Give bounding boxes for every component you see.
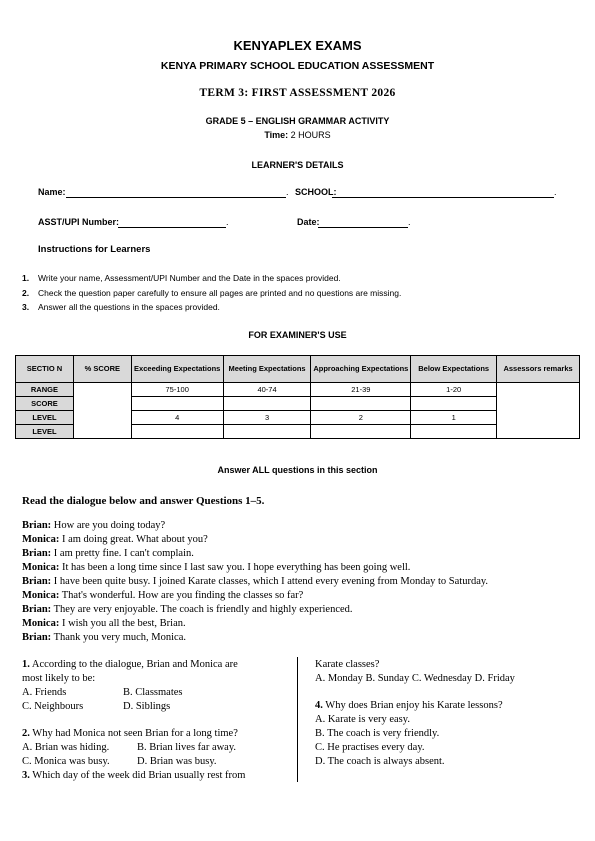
dialogue-line: Brian: How are you doing today? <box>22 520 166 531</box>
date-field[interactable] <box>318 227 408 228</box>
answer-all-instruction: Answer ALL questions in this section <box>217 465 378 475</box>
instruction-item: 1. Write your name, Assessment/UPI Number and the Date in the spaces provided. <box>22 273 341 283</box>
option-c[interactable]: C. He practises every day. <box>315 742 425 753</box>
col-header-remarks: Assessors remarks <box>497 356 580 383</box>
time-label: Time: <box>264 130 289 140</box>
col-header-score: % SCORE <box>73 356 131 383</box>
dialogue-line: Brian: I am pretty fine. I can't complain. <box>22 548 194 559</box>
option-d[interactable]: D. The coach is always absent. <box>315 756 445 767</box>
name-field[interactable] <box>66 197 286 198</box>
col-header-section: SECTIO N <box>16 356 74 383</box>
table-cell <box>311 425 411 439</box>
table-cell <box>223 397 311 411</box>
question-1-cont: most likely to be: <box>22 673 96 684</box>
date-label: Date: <box>297 217 320 227</box>
name-field-dot: . <box>286 187 289 197</box>
col-header-meeting: Meeting Expectations <box>223 356 311 383</box>
question-3-cont: Karate classes? <box>315 659 380 670</box>
table-cell <box>131 425 223 439</box>
option-d[interactable]: D. Siblings <box>123 701 171 712</box>
table-cell <box>311 397 411 411</box>
option-a[interactable]: A. Friends <box>22 687 67 698</box>
instruction-item: 3. Answer all the questions in the spaces provided. <box>22 302 220 312</box>
option-a[interactable]: A. Karate is very easy. <box>315 714 410 725</box>
dialogue-line: Monica: I wish you all the best, Brian. <box>22 618 186 629</box>
asst-number-field[interactable] <box>118 227 226 228</box>
question-3: 3. Which day of the week did Brian usually rest from <box>22 770 246 781</box>
table-cell <box>411 425 497 439</box>
table-cell <box>411 397 497 411</box>
dialogue-line: Monica: That's wonderful. How are you finding the classes so far? <box>22 590 304 601</box>
time-line <box>0 130 595 140</box>
table-cell: 75-100 <box>131 383 223 397</box>
dialogue-line: Brian: They are very enjoyable. The coach is friendly and highly experienced. <box>22 604 353 615</box>
table-cell <box>131 397 223 411</box>
option-c[interactable]: C. Neighbours <box>22 701 84 712</box>
question-4: 4. Why does Brian enjoy his Karate lessons? <box>315 700 503 711</box>
row-label-level: LEVEL <box>16 425 74 439</box>
time-value: 2 HOURS <box>290 130 331 140</box>
table-cell: 1-20 <box>411 383 497 397</box>
table-cell: 3 <box>223 411 311 425</box>
table-cell <box>223 425 311 439</box>
dialogue-line: Brian: I have been quite busy. I joined Karate classes, which I attend every evening from Monday to Saturday. <box>22 576 489 587</box>
dialogue-line: Brian: Thank you very much, Monica. <box>22 632 186 643</box>
option-c[interactable]: C. Monica was busy. <box>22 756 110 767</box>
assessment-title: KENYA PRIMARY SCHOOL EDUCATION ASSESSMENT <box>160 60 435 72</box>
school-field[interactable] <box>332 197 554 198</box>
asst-label: ASST/UPI Number: <box>38 217 120 227</box>
question-1: 1. According to the dialogue, Brian and Monica are <box>22 659 238 670</box>
remarks-cell <box>497 383 580 439</box>
row-label-score: SCORE <box>16 397 74 411</box>
row-label-range: RANGE <box>16 383 74 397</box>
table-cell: 2 <box>311 411 411 425</box>
option-d[interactable]: D. Brian was busy. <box>137 756 217 767</box>
table-cell: 21-39 <box>311 383 411 397</box>
row-label-level: LEVEL <box>16 411 74 425</box>
dialogue-line: Monica: It has been a long time since I last saw you. I hope everything has been going well. <box>22 562 411 573</box>
question-3-options[interactable]: A. Monday B. Sunday C. Wednesday D. Friday <box>315 673 515 684</box>
dialogue-line: Monica: I am doing great. What about you? <box>22 534 208 545</box>
question-2: 2. Why had Monica not seen Brian for a long time? <box>22 728 238 739</box>
school-field-dot: . <box>554 187 557 197</box>
grade-title: GRADE 5 – ENGLISH GRAMMAR ACTIVITY <box>205 116 390 126</box>
table-cell: 1 <box>411 411 497 425</box>
date-field-dot: . <box>408 217 411 227</box>
option-b[interactable]: B. Classmates <box>123 687 183 698</box>
exam-body-title: KENYAPLEX EXAMS <box>233 38 362 53</box>
column-divider <box>297 657 298 782</box>
option-b[interactable]: B. The coach is very friendly. <box>315 728 440 739</box>
col-header-below: Below Expectations <box>411 356 497 383</box>
option-b[interactable]: B. Brian lives far away. <box>137 742 237 753</box>
table-cell: 4 <box>131 411 223 425</box>
name-label: Name: <box>38 187 66 197</box>
asst-field-dot: . <box>226 217 229 227</box>
term-title: TERM 3: FIRST ASSESSMENT 2026 <box>199 87 396 99</box>
option-a[interactable]: A. Brian was hiding. <box>22 742 110 753</box>
percent-score-cell <box>73 383 131 439</box>
instruction-item: 2. Check the question paper carefully to ensure all pages are printed and no questions are missing. <box>22 288 402 298</box>
examiner-table <box>15 355 580 439</box>
school-label: SCHOOL: <box>295 187 337 197</box>
examiner-use-title: FOR EXAMINER'S USE <box>248 330 347 340</box>
col-header-approaching: Approaching Expectations <box>311 356 411 383</box>
col-header-exceeding: Exceeding Expectations <box>131 356 223 383</box>
learner-details-title: LEARNER'S DETAILS <box>251 160 344 170</box>
instructions-title: Instructions for Learners <box>38 244 151 255</box>
dialogue-instruction: Read the dialogue below and answer Questions 1–5. <box>22 495 265 507</box>
table-cell: 40-74 <box>223 383 311 397</box>
